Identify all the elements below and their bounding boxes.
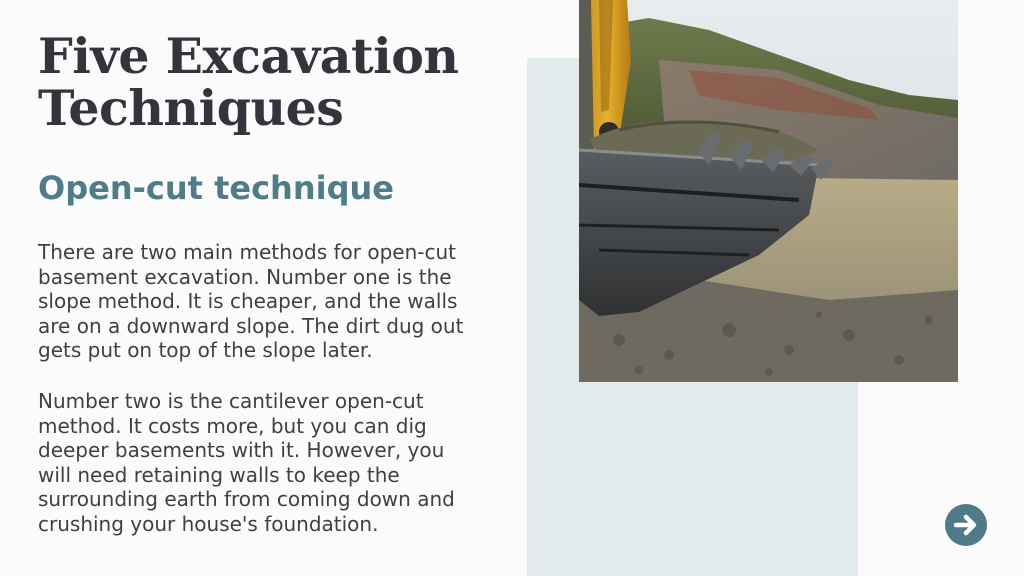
excavator-photo: [579, 0, 958, 382]
body-paragraph-2: Number two is the cantilever open-cut method. It costs more, but you can dig deeper basements with it. However, you will need retaining walls to keep the surrounding earth from coming down and crushing your house's foundation.: [38, 389, 455, 536]
next-button[interactable]: [945, 504, 987, 546]
arrow-right-icon: [945, 504, 987, 546]
excavator-bucket-illustration: [579, 0, 958, 382]
section-subtitle: Open-cut technique: [38, 169, 394, 207]
page-title: [38, 27, 498, 137]
title-line-2: Techniques: [38, 79, 344, 137]
title-line-1: Five Excavation: [38, 27, 459, 85]
body-paragraph-1: There are two main methods for open-cut basement excavation. Number one is the slope method. It is cheaper, and the walls are on a downward slope. The dirt dug out gets put on top of the slope later.: [38, 240, 464, 363]
